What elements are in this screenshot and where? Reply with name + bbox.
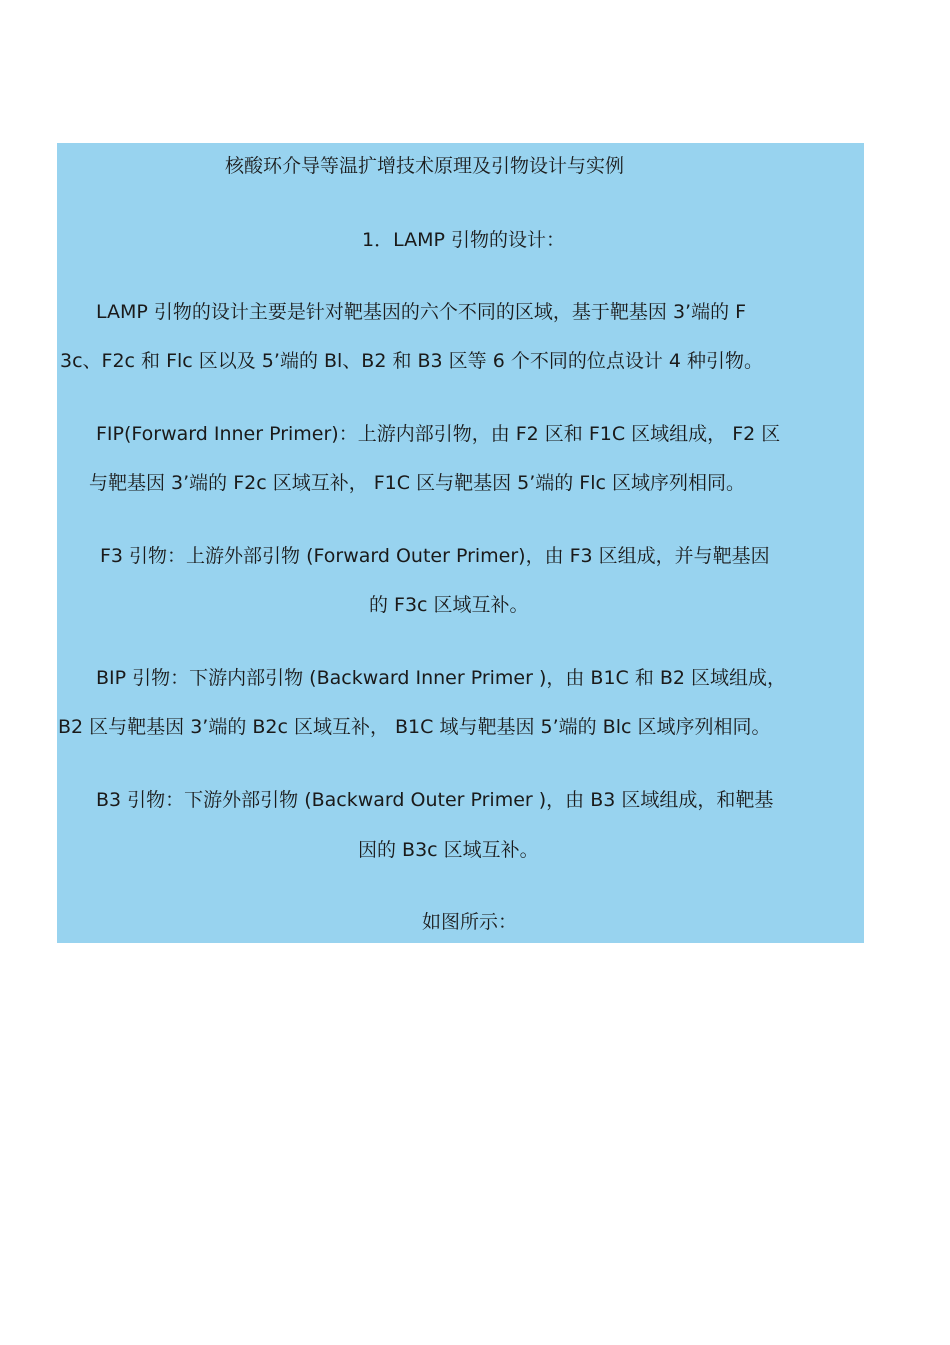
- paragraph-line: LAMP 引物的设计主要是针对靶基因的六个不同的区域，基于靶基因 3’端的 F: [96, 301, 747, 323]
- paragraph-line: 的 F3c 区域互补。: [369, 594, 529, 616]
- section-heading: 1．LAMP 引物的设计：: [362, 229, 565, 251]
- figure-caption-intro: 如图所示：: [422, 911, 518, 933]
- paragraph-line: 与靶基因 3’端的 F2c 区域互补， F1C 区与靶基因 5’端的 Flc 区域序列相同。: [89, 472, 745, 494]
- paragraph-line: BIP 引物：下游内部引物 (Backward Inner Primer )，由 B1C 和 B2 区域组成，: [96, 667, 787, 689]
- paragraph-line: 因的 B3c 区域互补。: [358, 839, 539, 861]
- content-panel: [57, 143, 864, 943]
- paragraph-line: FIP(Forward Inner Primer)：上游内部引物，由 F2 区和 F1C 区域组成， F2 区: [96, 423, 781, 445]
- document-title: 核酸环介导等温扩增技术原理及引物设计与实例: [225, 155, 625, 177]
- paragraph-line: B2 区与靶基因 3’端的 B2c 区域互补， B1C 域与靶基因 5’端的 Blc 区域序列相同。: [58, 716, 771, 738]
- paragraph-line: F3 引物：上游外部引物 (Forward Outer Primer)，由 F3 区组成，并与靶基因: [100, 545, 770, 567]
- paragraph-line: 3c、F2c 和 Flc 区以及 5’端的 Bl、B2 和 B3 区等 6 个不同的位点设计 4 种引物。: [60, 350, 763, 372]
- paragraph-line: B3 引物：下游外部引物 (Backward Outer Primer )，由 B3 区域组成，和靶基: [96, 789, 774, 811]
